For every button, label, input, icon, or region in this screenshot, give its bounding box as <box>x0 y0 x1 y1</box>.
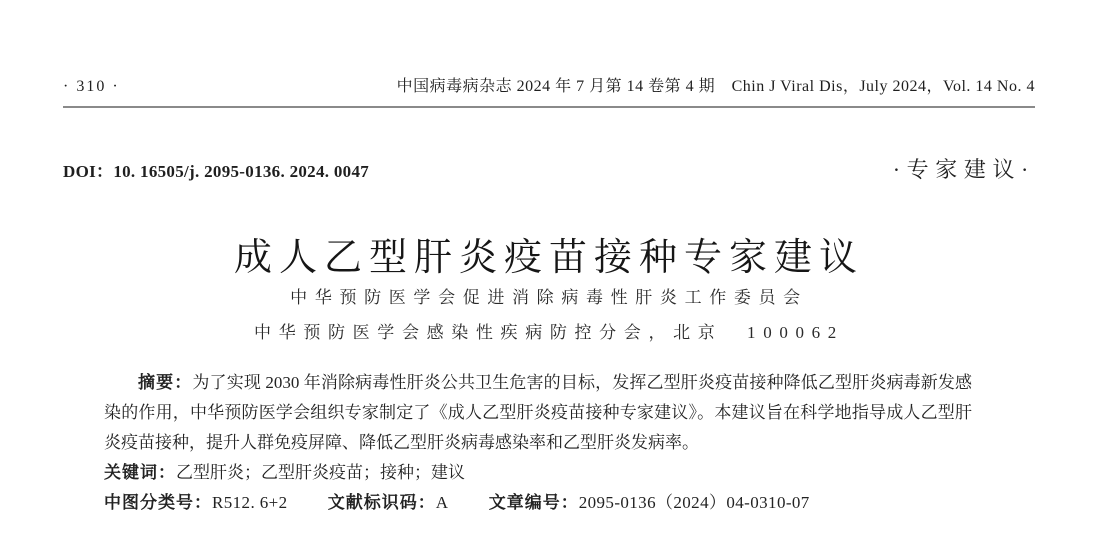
abstract-block <box>104 368 972 518</box>
doc-code-value: A <box>435 493 449 512</box>
author-line-2: 中华预防医学会感染性疾病防控分会，北京 100062 <box>254 323 844 342</box>
classification-line <box>104 488 972 518</box>
doi <box>63 158 369 186</box>
keywords-text: 乙型肝炎；乙型肝炎疫苗；接种；建议 <box>176 463 465 482</box>
article-title: 成人乙型肝炎疫苗接种专家建议 <box>233 237 864 280</box>
doc-code-group <box>328 488 449 518</box>
clc-value: R512. 6+2 <box>212 493 288 512</box>
journal-issue-line: 中国病毒病杂志 2024 年 7 月第 14 卷第 4 期 Chin J Viral Dis，July 2024，Vol. 14 No. 4 <box>396 78 1035 95</box>
clc-group <box>104 488 288 518</box>
article-id-label: 文章编号： <box>488 493 579 512</box>
column-badge: ·专家建议· <box>892 157 1035 182</box>
doc-code-label: 文献标识码： <box>327 493 436 512</box>
header-rule <box>63 106 1035 108</box>
keywords-label: 关键词： <box>104 463 176 482</box>
author-affiliations <box>0 280 1098 350</box>
article-id-group <box>489 488 810 518</box>
article-id-value: 2095-0136（2024）04-0310-07 <box>578 493 810 512</box>
abstract-paragraph <box>104 368 972 458</box>
abstract-label: 摘要： <box>138 373 193 392</box>
doi-label: DOI： <box>63 162 114 181</box>
running-head <box>63 76 1035 98</box>
page-number: · 310 · <box>63 78 120 95</box>
doi-value: 10. 16505/j. 2095-0136. 2024. 0047 <box>113 162 370 181</box>
doi-row <box>63 155 1035 186</box>
author-line-1: 中华预防医学会促进消除病毒性肝炎工作委员会 <box>290 288 808 307</box>
keywords-line <box>104 458 972 488</box>
abstract-text: 为了实现 2030 年消除病毒性肝炎公共卫生危害的目标，发挥乙型肝炎疫苗接种降低乙型肝炎病毒新发感染的作用，中华预防医学会组织专家制定了《成人乙型肝炎疫苗接种专家建议》。本建议旨在科学地指导成人乙型肝炎疫苗接种，提升人群免疫屏障、降低乙型肝炎病毒感染率和乙型肝炎发病率。 <box>104 373 973 452</box>
clc-label: 中图分类号： <box>104 493 212 512</box>
